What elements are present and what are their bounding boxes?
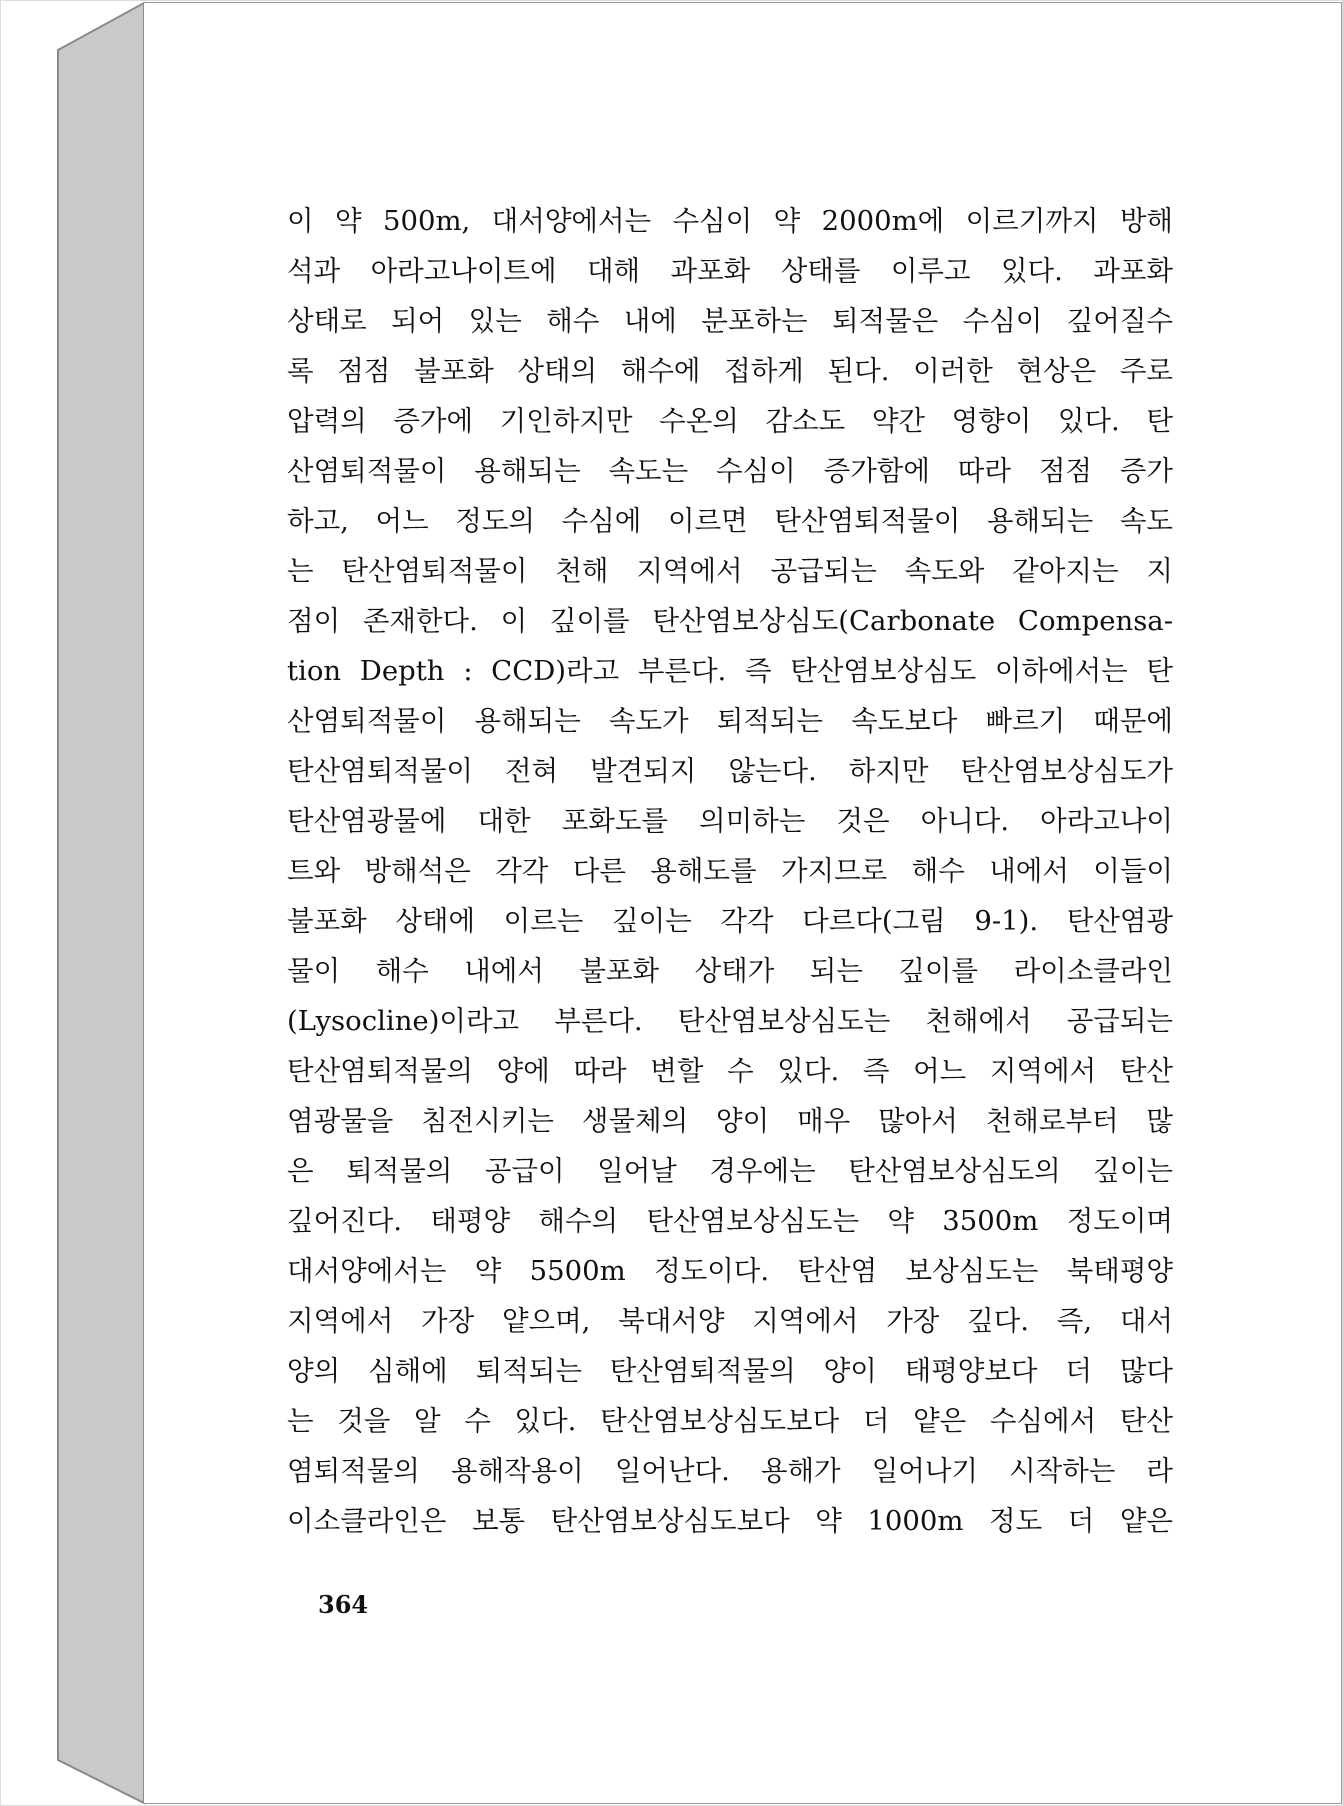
text-line-26: 염퇴적물의 용해작용이 일어난다. 용해가 일어나기 시작하는 라 (287, 1455, 1173, 1487)
text-line-22: 대서양에서는 약 5500m 정도이다. 탄산염 보상심도는 북태평양 (287, 1255, 1173, 1287)
text-line-14: 트와 방해석은 각각 다른 용해도를 가지므로 해수 내에서 이들이 (287, 855, 1173, 887)
book-spine (58, 3, 144, 1803)
text-line-10: tion Depth : CCD)라고 부른다. 즉 탄산염보상심도 이하에서는 탄 (287, 655, 1173, 687)
text-line-13: 탄산염광물에 대한 포화도를 의미하는 것은 아니다. 아라고나이 (287, 805, 1173, 837)
page-number: 364 (318, 1590, 369, 1619)
text-line-4: 록 점점 불포화 상태의 해수에 접하게 된다. 이러한 현상은 주로 (287, 355, 1173, 387)
text-line-17: (Lysocline)이라고 부른다. 탄산염보상심도는 천해에서 공급되는 (287, 1005, 1173, 1037)
text-line-2: 석과 아라고나이트에 대해 과포화 상태를 이루고 있다. 과포화 (287, 255, 1173, 287)
text-line-15: 불포화 상태에 이르는 깊이는 각각 다르다(그림 9-1). 탄산염광 (287, 905, 1173, 937)
text-line-9: 점이 존재한다. 이 깊이를 탄산염보상심도(Carbonate Compensa- (287, 605, 1173, 637)
text-line-19: 염광물을 침전시키는 생물체의 양이 매우 많아서 천해로부터 많 (287, 1105, 1173, 1137)
text-line-7: 하고, 어느 정도의 수심에 이르면 탄산염퇴적물이 용해되는 속도 (287, 505, 1173, 537)
text-line-6: 산염퇴적물이 용해되는 속도는 수심이 증가함에 따라 점점 증가 (287, 455, 1173, 487)
text-line-8: 는 탄산염퇴적물이 천해 지역에서 공급되는 속도와 같아지는 지 (287, 555, 1173, 587)
text-line-11: 산염퇴적물이 용해되는 속도가 퇴적되는 속도보다 빠르기 때문에 (287, 705, 1173, 737)
text-line-21: 깊어진다. 태평양 해수의 탄산염보상심도는 약 3500m 정도이며 (287, 1205, 1173, 1237)
text-line-20: 은 퇴적물의 공급이 일어날 경우에는 탄산염보상심도의 깊이는 (287, 1155, 1173, 1187)
text-line-16: 물이 해수 내에서 불포화 상태가 되는 깊이를 라이소클라인 (287, 955, 1173, 987)
text-line-18: 탄산염퇴적물의 양에 따라 변할 수 있다. 즉 어느 지역에서 탄산 (287, 1055, 1173, 1087)
text-line-1: 이 약 500m, 대서양에서는 수심이 약 2000m에 이르기까지 방해 (287, 205, 1173, 237)
text-line-3: 상태로 되어 있는 해수 내에 분포하는 퇴적물은 수심이 깊어질수 (287, 305, 1173, 337)
text-line-12: 탄산염퇴적물이 전혀 발견되지 않는다. 하지만 탄산염보상심도가 (287, 755, 1173, 787)
text-line-5: 압력의 증가에 기인하지만 수온의 감소도 약간 영향이 있다. 탄 (287, 405, 1173, 437)
text-line-27: 이소클라인은 보통 탄산염보상심도보다 약 1000m 정도 더 얕은 (287, 1505, 1173, 1537)
text-line-23: 지역에서 가장 얕으며, 북대서양 지역에서 가장 깊다. 즉, 대서 (287, 1305, 1173, 1337)
text-line-24: 양의 심해에 퇴적되는 탄산염퇴적물의 양이 태평양보다 더 많다 (287, 1355, 1173, 1387)
text-line-25: 는 것을 알 수 있다. 탄산염보상심도보다 더 얕은 수심에서 탄산 (287, 1405, 1173, 1437)
